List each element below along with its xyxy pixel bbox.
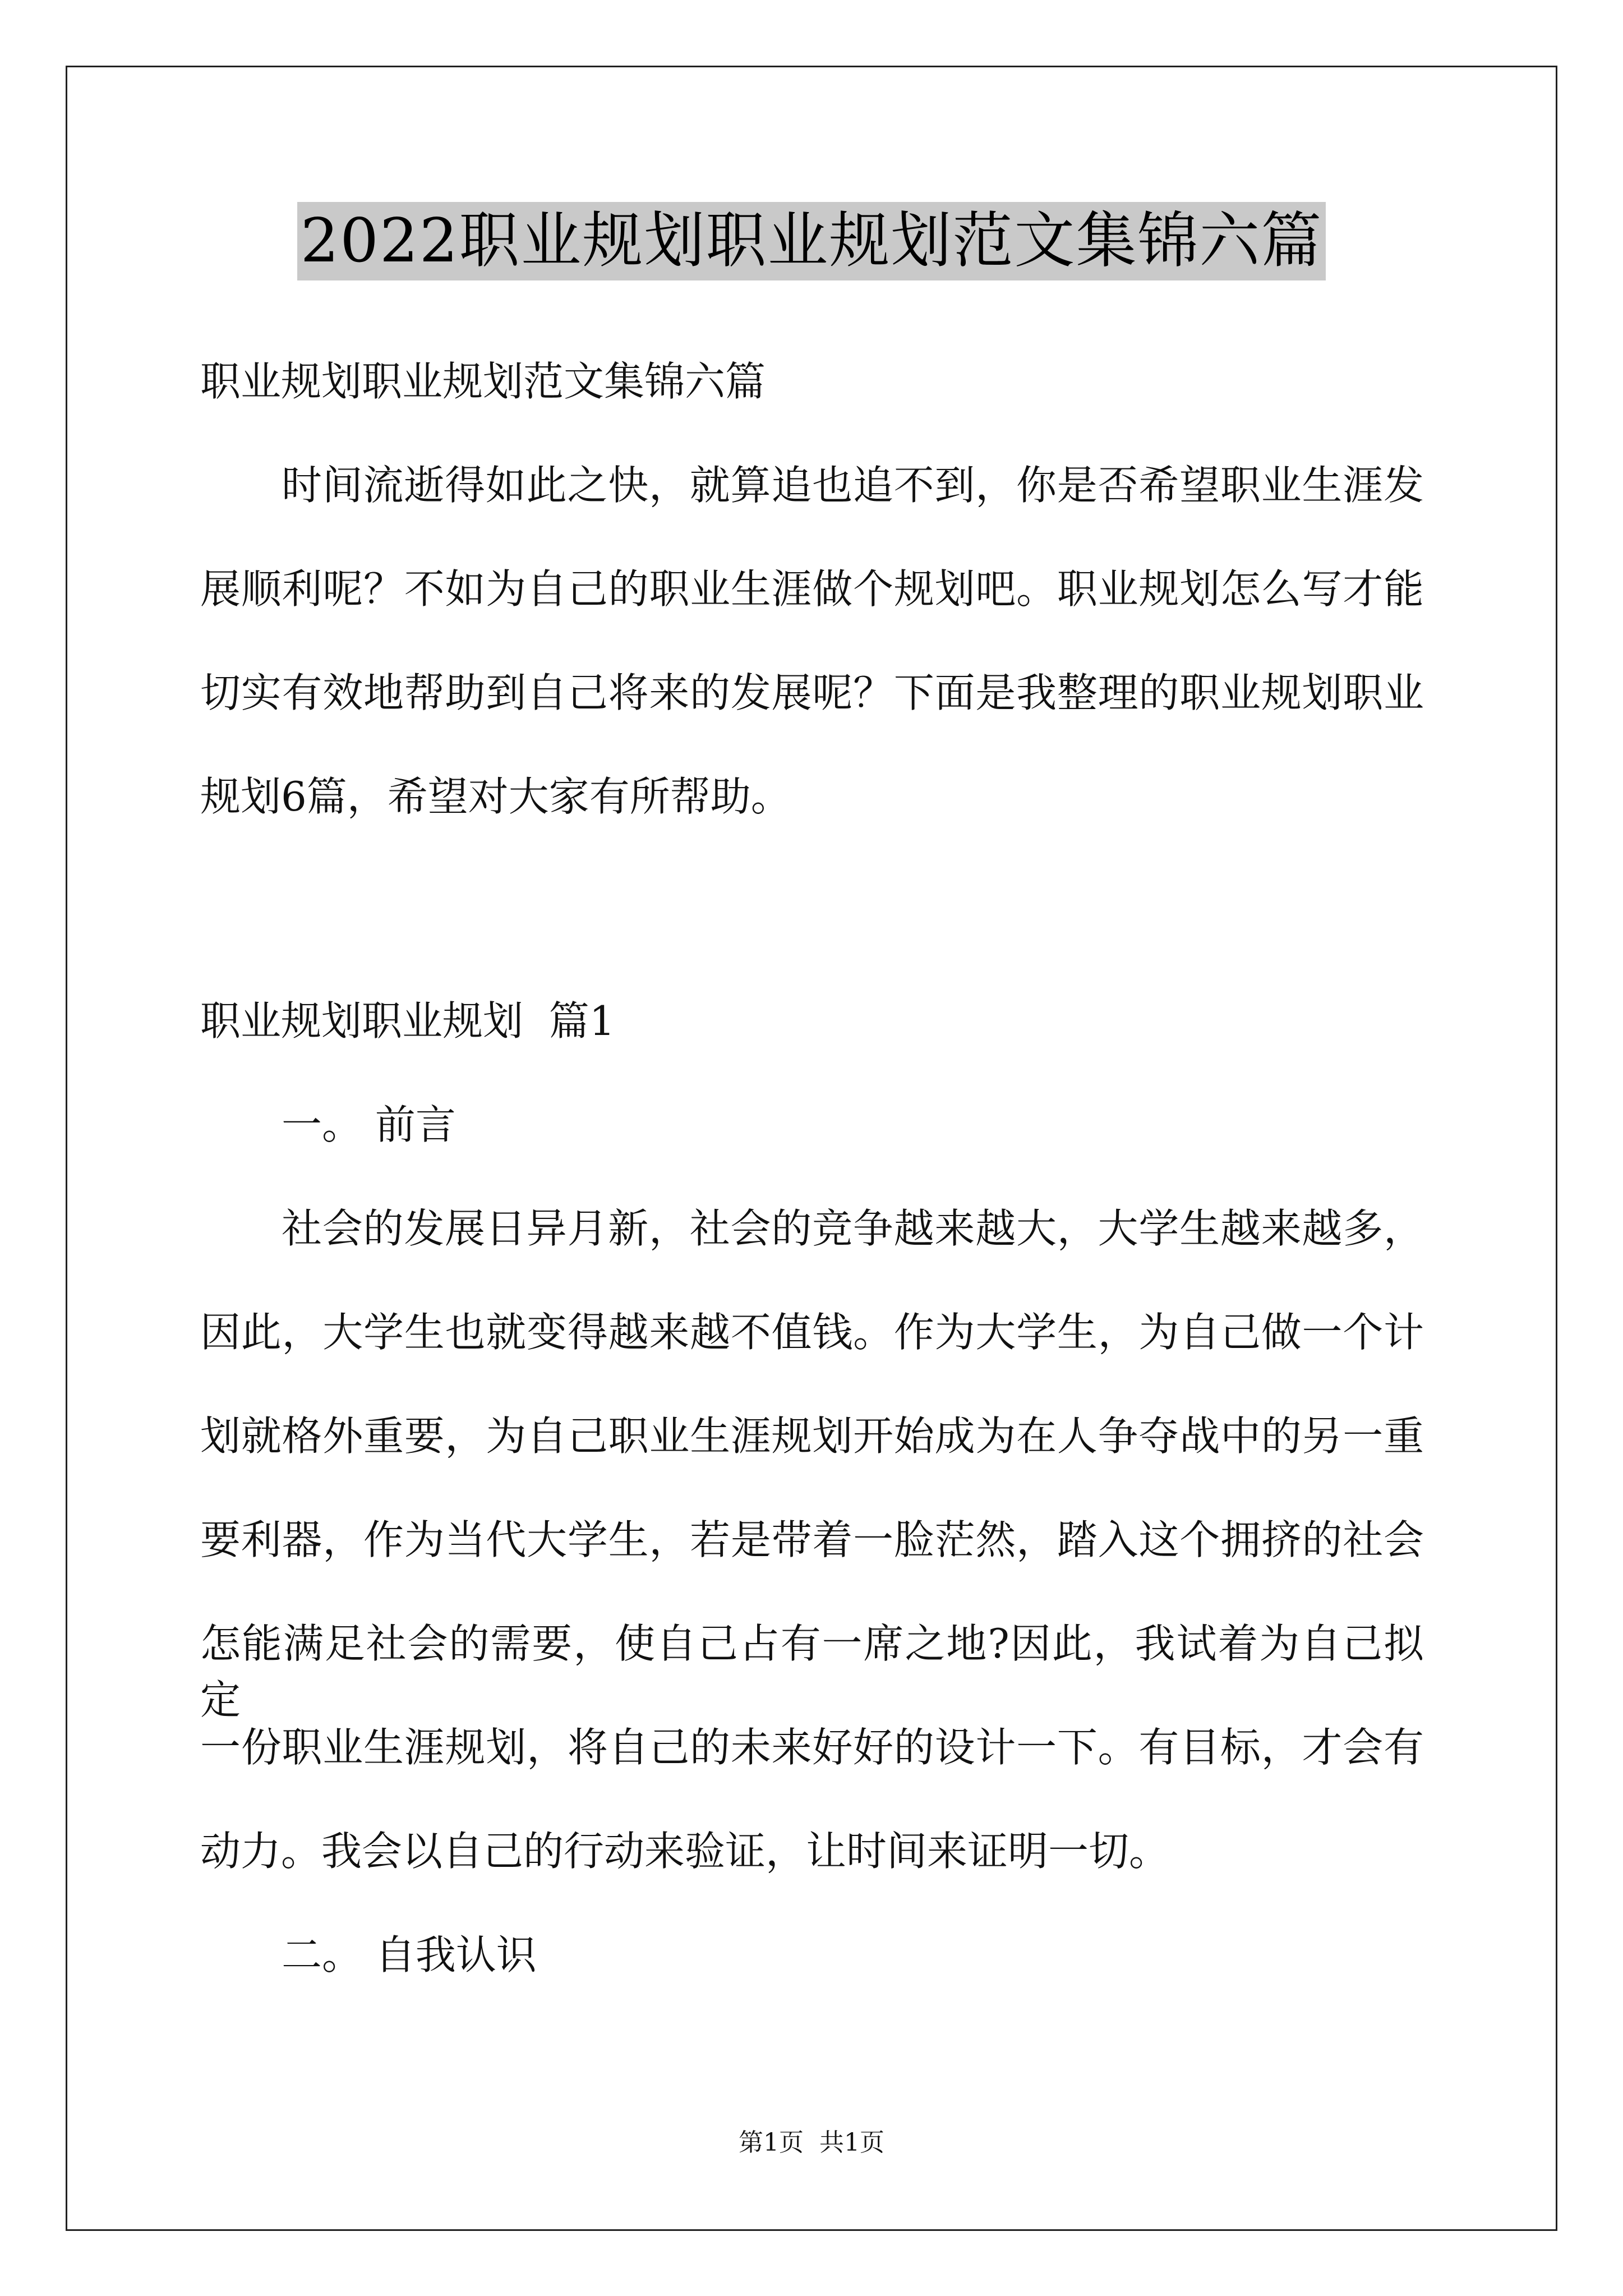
body-line: 怎能满足社会的需要，使自己占有一席之地?因此，我试着为自己拟定	[200, 1620, 1424, 1723]
body-line: 因此，大学生也就变得越来越不值钱。作为大学生，为自己做一个计	[200, 1309, 1424, 1356]
section-heading: 职业规划职业规划 篇1	[200, 997, 615, 1045]
body-line: 一份职业生涯规划，将自己的未来好好的设计一下。有目标，才会有	[200, 1724, 1424, 1771]
body-line: 动力。我会以自己的行动来验证，让时间来证明一切。	[200, 1828, 1170, 1875]
part-heading: 二。 自我认识	[282, 1931, 537, 1978]
intro-line: 切实有效地帮助到自己将来的发展呢？下面是我整理的职业规划职业	[200, 669, 1424, 716]
body-line: 划就格外重要，为自己职业生涯规划开始成为在人争夺战中的另一重	[200, 1412, 1424, 1460]
part-heading: 一。 前言	[282, 1101, 456, 1148]
page-number-footer: 第1页 共1页	[739, 2128, 884, 2157]
intro-line: 时间流逝得如此之快，就算追也追不到，你是否希望职业生涯发	[282, 462, 1424, 509]
document-subtitle: 职业规划职业规划范文集锦六篇	[200, 358, 766, 405]
intro-line: 规划6篇，希望对大家有所帮助。	[200, 773, 791, 820]
body-line: 要利器，作为当代大学生，若是带着一脸茫然，踏入这个拥挤的社会	[200, 1516, 1424, 1563]
body-line: 社会的发展日异月新，社会的竞争越来越大，大学生越来越多，	[282, 1205, 1424, 1252]
intro-line: 展顺利呢？不如为自己的职业生涯做个规划吧。职业规划怎么写才能	[200, 565, 1424, 613]
title-container	[0, 202, 1623, 280]
document-title: 2022职业规划职业规划范文集锦六篇	[297, 202, 1326, 280]
